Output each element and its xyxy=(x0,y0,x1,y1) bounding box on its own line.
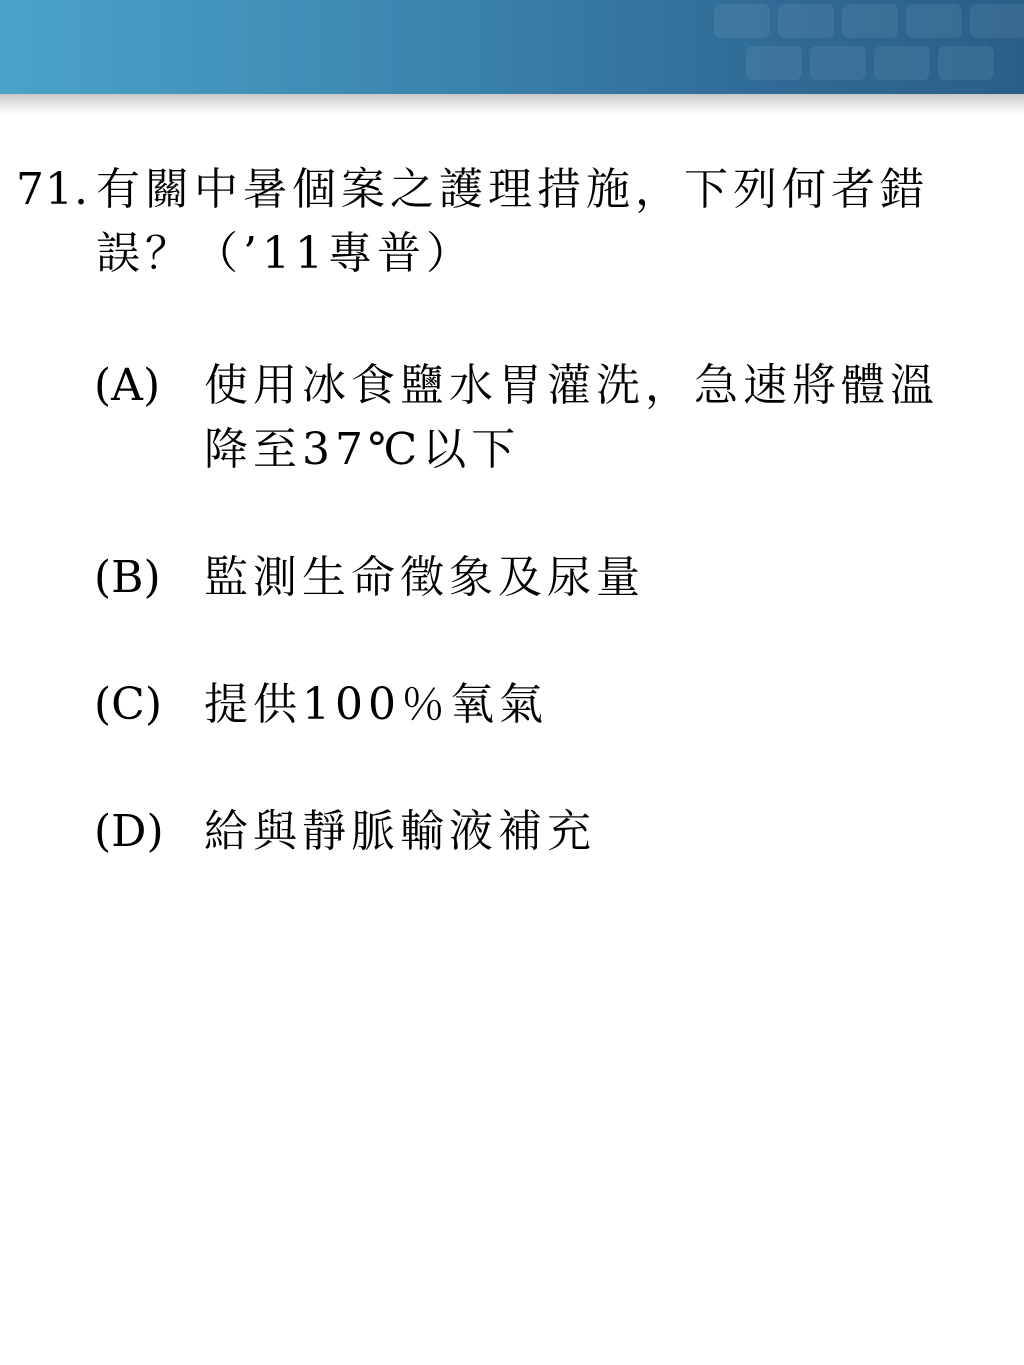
option-d-text: 給與靜脈輸液補充 xyxy=(204,806,596,857)
option-c-text: 提供100％氧氣 xyxy=(204,679,548,730)
option-d-label: (D) xyxy=(94,806,164,857)
option-a-label: (A) xyxy=(94,360,161,411)
option-b-label: (B) xyxy=(94,552,161,603)
option-a-text-line1: 使用冰食鹽水胃灌洗，急速將體溫 xyxy=(204,360,939,411)
option-a-text-line2: 降至37℃以下 xyxy=(204,424,521,475)
question-text-line2: 誤？（’11專普） xyxy=(96,228,475,279)
option-c-label: (C) xyxy=(94,679,162,730)
option-b-text: 監測生命徵象及尿量 xyxy=(204,552,645,603)
question-number: 71. xyxy=(16,164,89,215)
question-text-line1: 有關中暑個案之護理措施，下列何者錯 xyxy=(96,164,929,215)
